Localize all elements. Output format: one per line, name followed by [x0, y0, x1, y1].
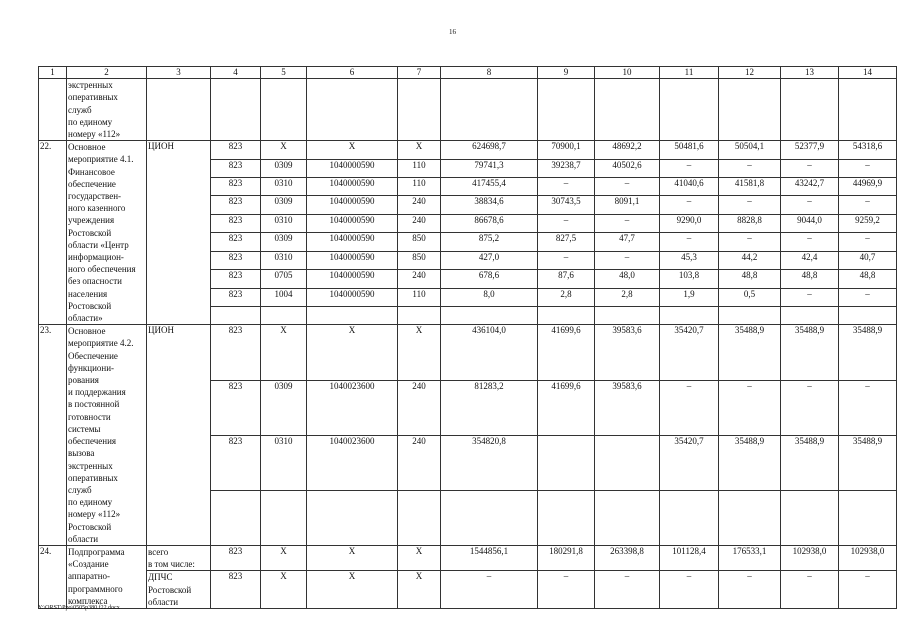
empty-cell: [398, 79, 441, 141]
column-number: 9: [538, 67, 595, 79]
value-cell: 35488,9: [839, 325, 897, 380]
value-cell: 1040000590: [307, 196, 398, 214]
value-cell: 823: [211, 214, 261, 232]
continued-title-line: номеру «112»: [68, 129, 121, 140]
activity-title-line: Финансовое: [68, 166, 115, 177]
value-cell: –: [839, 233, 897, 251]
value-cell: 240: [398, 196, 441, 214]
value-cell: 417455,4: [441, 178, 538, 196]
table-row: [39, 571, 897, 609]
value-cell: 823: [211, 288, 261, 306]
activity-title-line: Ростовской: [68, 227, 112, 238]
empty-cell: [398, 491, 441, 545]
value-cell: –: [839, 288, 897, 306]
value-cell: 70900,1: [538, 141, 595, 159]
column-number: 12: [719, 67, 781, 79]
value-cell: –: [781, 159, 839, 177]
value-cell: [595, 436, 660, 491]
value-cell: Х: [398, 571, 441, 609]
value-cell: 8,0: [441, 288, 538, 306]
value-cell: 54318,6: [839, 141, 897, 159]
value-cell: 1040000590: [307, 233, 398, 251]
empty-cell: [538, 79, 595, 141]
value-cell: 827,5: [538, 233, 595, 251]
continued-title-line: оперативных: [68, 92, 118, 103]
value-cell: Х: [261, 571, 307, 609]
value-cell: 240: [398, 436, 441, 491]
empty-cell: [781, 491, 839, 545]
value-cell: 823: [211, 141, 261, 159]
value-cell: 1040000590: [307, 178, 398, 196]
activity-title-line: мероприятие 4.1.: [68, 154, 134, 165]
value-cell: 823: [211, 571, 261, 609]
value-cell: –: [595, 214, 660, 232]
value-cell: 110: [398, 288, 441, 306]
activity-title-line: номеру «112»: [68, 509, 121, 520]
activity-title-line: области»: [68, 313, 103, 324]
value-cell: 0310: [261, 214, 307, 232]
value-cell: 102938,0: [839, 545, 897, 570]
value-cell: 823: [211, 270, 261, 288]
empty-cell: [261, 79, 307, 141]
value-cell: 48,8: [839, 270, 897, 288]
value-cell: 43242,7: [781, 178, 839, 196]
continued-title: [67, 79, 147, 141]
activity-title-line: аппаратно-: [68, 571, 111, 582]
empty-cell: [307, 307, 398, 325]
value-cell: 0,5: [719, 288, 781, 306]
value-cell: Х: [261, 325, 307, 380]
empty-cell: [398, 307, 441, 325]
value-cell: 35488,9: [719, 436, 781, 491]
value-cell: 48,8: [781, 270, 839, 288]
value-cell: 1004: [261, 288, 307, 306]
value-cell: 39583,6: [595, 325, 660, 380]
value-cell: –: [441, 571, 538, 609]
value-cell: –: [595, 251, 660, 269]
value-cell: 1040000590: [307, 251, 398, 269]
value-cell: –: [781, 288, 839, 306]
value-cell: –: [660, 571, 719, 609]
row-number: 24.: [39, 545, 67, 608]
value-cell: Х: [398, 141, 441, 159]
value-cell: 45,3: [660, 251, 719, 269]
value-cell: 103,8: [660, 270, 719, 288]
value-cell: 42,4: [781, 251, 839, 269]
activity-title-line: государствен-: [68, 191, 122, 202]
row-number: 23.: [39, 325, 67, 546]
activity-title-line: информацион-: [68, 252, 124, 263]
value-cell: –: [719, 380, 781, 435]
value-cell: –: [781, 233, 839, 251]
empty-cell: [307, 491, 398, 545]
value-cell: Х: [307, 141, 398, 159]
continued-title-line: экстренных: [68, 80, 113, 91]
value-cell: Х: [307, 325, 398, 380]
activity-title-line: рования: [68, 375, 99, 386]
empty-cell: [211, 79, 261, 141]
table-row: [39, 141, 897, 159]
activity-title-line: оперативных: [68, 472, 118, 483]
value-cell: –: [538, 251, 595, 269]
activity-title-line: Основное: [68, 142, 106, 153]
empty-cell: [441, 307, 538, 325]
activity-title-line: программного: [68, 583, 123, 594]
value-cell: 110: [398, 178, 441, 196]
value-cell: –: [839, 380, 897, 435]
value-cell: 240: [398, 380, 441, 435]
value-cell: 86678,6: [441, 214, 538, 232]
empty-cell: [595, 491, 660, 545]
empty-cell: [147, 79, 211, 141]
value-cell: 8091,1: [595, 196, 660, 214]
empty-cell: [839, 307, 897, 325]
column-number: 6: [307, 67, 398, 79]
value-cell: 823: [211, 436, 261, 491]
activity-title: [67, 545, 147, 608]
executor-cell-line: Ростовской: [148, 584, 192, 595]
value-cell: –: [538, 571, 595, 609]
value-cell: [538, 436, 595, 491]
value-cell: 35420,7: [660, 436, 719, 491]
value-cell: 678,6: [441, 270, 538, 288]
empty-cell: [595, 79, 660, 141]
column-number: 11: [660, 67, 719, 79]
executor-cell-line: в том числе:: [148, 559, 195, 570]
column-number: 4: [211, 67, 261, 79]
value-cell: 101128,4: [660, 545, 719, 570]
value-cell: 624698,7: [441, 141, 538, 159]
value-cell: –: [839, 196, 897, 214]
empty-cell: [595, 307, 660, 325]
empty-cell: [441, 491, 538, 545]
value-cell: 0310: [261, 436, 307, 491]
activity-title-line: ного казенного: [68, 203, 126, 214]
activity-title-line: вызова: [68, 448, 95, 459]
value-cell: 875,2: [441, 233, 538, 251]
value-cell: –: [781, 571, 839, 609]
value-cell: 47,7: [595, 233, 660, 251]
value-cell: 823: [211, 178, 261, 196]
activity-title-line: Ростовской: [68, 300, 112, 311]
footer-file-path: Y:\ORST\Ppo\0505p380.f22.docx: [38, 605, 120, 611]
value-cell: Х: [307, 545, 398, 570]
value-cell: 0309: [261, 159, 307, 177]
activity-title-line: системы: [68, 423, 101, 434]
value-cell: 263398,8: [595, 545, 660, 570]
value-cell: 35488,9: [719, 325, 781, 380]
value-cell: –: [660, 380, 719, 435]
empty-cell: [719, 491, 781, 545]
table-row: [39, 325, 897, 380]
value-cell: 1040000590: [307, 270, 398, 288]
activity-title-line: экстренных: [68, 460, 113, 471]
activity-title-line: учреждения: [68, 215, 115, 226]
activity-title-line: служб: [68, 484, 92, 495]
value-cell: Х: [398, 545, 441, 570]
continued-title-line: по единому: [68, 116, 113, 127]
activity-title-line: функциони-: [68, 362, 115, 373]
value-cell: 354820,8: [441, 436, 538, 491]
empty-cell: [660, 307, 719, 325]
value-cell: 102938,0: [781, 545, 839, 570]
value-cell: 823: [211, 325, 261, 380]
value-cell: 0309: [261, 380, 307, 435]
value-cell: 823: [211, 159, 261, 177]
activity-title-line: мероприятие 4.2.: [68, 338, 134, 349]
value-cell: –: [719, 159, 781, 177]
column-number: 5: [261, 67, 307, 79]
column-number: 2: [67, 67, 147, 79]
activity-title-line: Подпрограмма: [68, 546, 125, 557]
value-cell: –: [538, 214, 595, 232]
continued-title-line: служб: [68, 104, 92, 115]
value-cell: –: [595, 571, 660, 609]
value-cell: –: [595, 178, 660, 196]
activity-title-line: обеспечение: [68, 178, 116, 189]
value-cell: 44,2: [719, 251, 781, 269]
value-cell: 1040000590: [307, 214, 398, 232]
activity-title-line: Ростовской: [68, 521, 112, 532]
value-cell: 41699,6: [538, 380, 595, 435]
value-cell: –: [839, 159, 897, 177]
column-number: 13: [781, 67, 839, 79]
value-cell: –: [719, 571, 781, 609]
value-cell: 41699,6: [538, 325, 595, 380]
executor-cell-line: всего: [148, 546, 169, 557]
value-cell: 41040,6: [660, 178, 719, 196]
value-cell: 9044,0: [781, 214, 839, 232]
empty-cell: [719, 79, 781, 141]
value-cell: Х: [398, 325, 441, 380]
value-cell: 81283,2: [441, 380, 538, 435]
value-cell: 9259,2: [839, 214, 897, 232]
value-cell: 427,0: [441, 251, 538, 269]
value-cell: –: [839, 571, 897, 609]
empty-cell: [660, 491, 719, 545]
value-cell: 850: [398, 251, 441, 269]
empty-cell: [781, 79, 839, 141]
budget-table: [38, 66, 897, 609]
value-cell: 39238,7: [538, 159, 595, 177]
value-cell: 0705: [261, 270, 307, 288]
value-cell: 2,8: [595, 288, 660, 306]
value-cell: 180291,8: [538, 545, 595, 570]
page-number: 16: [449, 28, 456, 36]
value-cell: 35420,7: [660, 325, 719, 380]
activity-title-line: без опасности: [68, 276, 122, 287]
value-cell: 48,0: [595, 270, 660, 288]
column-number: 10: [595, 67, 660, 79]
value-cell: 0309: [261, 233, 307, 251]
activity-title-line: ного обеспечения: [68, 264, 136, 275]
activity-title: [67, 325, 147, 546]
value-cell: 38834,6: [441, 196, 538, 214]
activity-title-line: области: [68, 533, 99, 544]
value-cell: 1,9: [660, 288, 719, 306]
value-cell: 823: [211, 196, 261, 214]
value-cell: 2,8: [538, 288, 595, 306]
activity-title-line: «Создание: [68, 559, 109, 570]
value-cell: 850: [398, 233, 441, 251]
column-number: 14: [839, 67, 897, 79]
value-cell: 39583,6: [595, 380, 660, 435]
empty-cell: [660, 79, 719, 141]
activity-title: [67, 141, 147, 325]
executor-cell: ЦИОН: [147, 141, 211, 325]
value-cell: Х: [261, 545, 307, 570]
value-cell: 50481,6: [660, 141, 719, 159]
executor-cell: [147, 571, 211, 609]
value-cell: –: [660, 233, 719, 251]
activity-title-line: комплекса: [68, 595, 108, 606]
column-number: 1: [39, 67, 67, 79]
empty-cell: [441, 79, 538, 141]
empty-cell: [781, 307, 839, 325]
value-cell: 1040023600: [307, 436, 398, 491]
value-cell: –: [781, 196, 839, 214]
executor-cell: ЦИОН: [147, 325, 211, 546]
continued-row: [39, 79, 897, 141]
value-cell: Х: [307, 571, 398, 609]
row-number: 22.: [39, 141, 67, 325]
value-cell: –: [538, 178, 595, 196]
value-cell: 1040023600: [307, 380, 398, 435]
table-row: [39, 545, 897, 570]
value-cell: 176533,1: [719, 545, 781, 570]
column-number: 7: [398, 67, 441, 79]
activity-title-line: населения: [68, 288, 108, 299]
value-cell: 30743,5: [538, 196, 595, 214]
empty-cell: [307, 79, 398, 141]
activity-title-line: Основное: [68, 326, 106, 337]
value-cell: 1544856,1: [441, 545, 538, 570]
header-row: [39, 67, 897, 79]
value-cell: 1040000590: [307, 288, 398, 306]
value-cell: 48,8: [719, 270, 781, 288]
activity-title-line: Обеспечение: [68, 350, 118, 361]
activity-title-line: и поддержания: [68, 387, 126, 398]
empty-cell: [719, 307, 781, 325]
executor-cell-line: ДПЧС: [148, 572, 173, 583]
value-cell: 40502,6: [595, 159, 660, 177]
value-cell: –: [719, 233, 781, 251]
value-cell: 823: [211, 380, 261, 435]
value-cell: 0310: [261, 178, 307, 196]
executor-cell: [147, 545, 211, 570]
value-cell: 823: [211, 545, 261, 570]
column-number: 8: [441, 67, 538, 79]
empty-cell: [261, 307, 307, 325]
value-cell: Х: [261, 141, 307, 159]
value-cell: 8828,8: [719, 214, 781, 232]
activity-title-line: готовности: [68, 411, 111, 422]
value-cell: 41581,8: [719, 178, 781, 196]
value-cell: 823: [211, 233, 261, 251]
value-cell: 0309: [261, 196, 307, 214]
value-cell: –: [660, 159, 719, 177]
value-cell: 87,6: [538, 270, 595, 288]
value-cell: –: [781, 380, 839, 435]
value-cell: 240: [398, 214, 441, 232]
empty-cell: [839, 491, 897, 545]
empty-cell: [839, 79, 897, 141]
activity-title-line: области «Центр: [68, 239, 129, 250]
column-number: 3: [147, 67, 211, 79]
empty-cell: [211, 491, 261, 545]
executor-cell-line: области: [148, 596, 179, 607]
value-cell: 436104,0: [441, 325, 538, 380]
empty-cell: [211, 307, 261, 325]
value-cell: –: [660, 196, 719, 214]
value-cell: 35488,9: [839, 436, 897, 491]
empty-cell: [538, 491, 595, 545]
value-cell: 79741,3: [441, 159, 538, 177]
value-cell: 50504,1: [719, 141, 781, 159]
value-cell: 44969,9: [839, 178, 897, 196]
value-cell: 240: [398, 270, 441, 288]
activity-title-line: по единому: [68, 497, 113, 508]
value-cell: 48692,2: [595, 141, 660, 159]
empty-cell: [39, 79, 67, 141]
value-cell: 0310: [261, 251, 307, 269]
value-cell: 1040000590: [307, 159, 398, 177]
activity-title-line: в постоянной: [68, 399, 120, 410]
value-cell: 823: [211, 251, 261, 269]
value-cell: 9290,0: [660, 214, 719, 232]
value-cell: 40,7: [839, 251, 897, 269]
empty-cell: [261, 491, 307, 545]
value-cell: 110: [398, 159, 441, 177]
value-cell: 52377,9: [781, 141, 839, 159]
value-cell: 35488,9: [781, 325, 839, 380]
value-cell: –: [719, 196, 781, 214]
empty-cell: [538, 307, 595, 325]
activity-title-line: обеспечения: [68, 436, 117, 447]
value-cell: 35488,9: [781, 436, 839, 491]
